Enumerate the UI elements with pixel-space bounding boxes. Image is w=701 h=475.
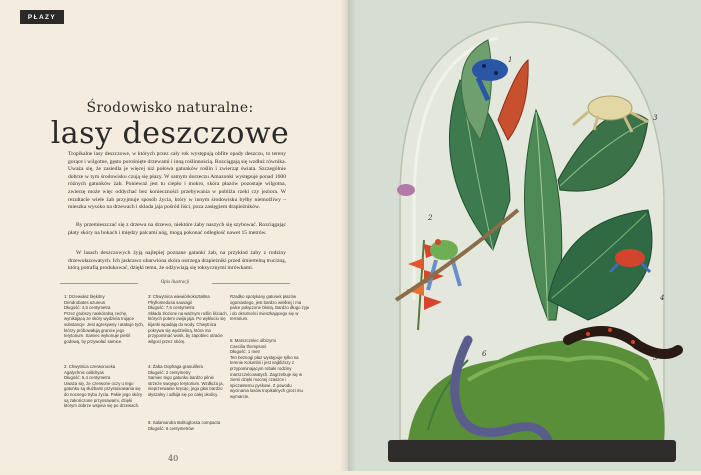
heading-title: lasy deszczowe [50, 116, 290, 151]
caption-7: 6: Marszczelec olbrzymi Caecilia thompsoni Długość: 1 metr Ten beznogi płaz występuje tylko na terenie Kolumbii i jest najbliższy z przypominającym robaki rodziny marszczelcowatych. Zagrzebuje się w ziemi dzięki mocnej czaszce i spiczastemu pyskowi. Z powodu wycinania lasów tropikalnych grozi mu wymarcie. [230, 338, 303, 399]
captions-title: Opis ilustracji [60, 280, 290, 285]
body-paragraph-3: W lasach deszczowych żyją najlepiej poznane gatunki żab, na przykład żaby z rodziny drzewołazowatych. Ich jaskrawo ubarwiona skóra ostrzega drapieżniki przed śmiertelną trucizną, którą potrafią produkować, dzięki temu, że odżywiają się toksycznymi mrówkami. [68, 250, 286, 272]
terrarium-illustration [348, 0, 701, 471]
caption-2: 2: Chwytnica czerwonooka Agalychnis callidryas Długość: 6,4 centymetra Uważa się, że czerwone oczy u tego gatunku są służbami przystosowania się do nocnego trybu życia. Pakie jego skóry są zakończone przyssawami, dzięki którym dobrze wspina się po drzewach. [64, 364, 143, 409]
caption-1: 1: Drzewołaz błękitny Dendrobates azureus Długość: 4,5 centymetra Przez grubszy naskóralną cechę, wynikającą ze skóry wydziela trujące substancje. Jest agresywny i atakuje tych, którzy próbowałują granice jego terytorium. Samiec wykonuje pieśń godową, by przywołać samice. [64, 294, 145, 344]
gutter-shadow [340, 0, 356, 471]
figure-number-3: 3 [653, 114, 658, 122]
caption-6: Rzadko spotykany gatunek płazów ogoniastego, jest bardzo wielkiej i ma palce połączone błoną. Bardzo długo żyje i do okrutności mieszkającego się w terrarium. [230, 294, 310, 322]
figure-number-2: 2 [428, 214, 433, 222]
caption-4: 4: Żaba Oophaga granulifera Długość: 2 centymetry Samiec tego gatunku bardzo pilnie strzeże swojego terytorium. Wzdłuża ja, nieprzerwanie kręcąc, jego głos bardzo słyszalny i odbija się po całej okolicy. [148, 364, 224, 397]
heading-subtitle: Środowisko naturalne: [86, 100, 254, 116]
figure-number-6: 6 [482, 350, 487, 358]
caption-5: 5: Salamandra Bolitoglossa compacta Długość: 6 centymetrów [148, 420, 221, 431]
purple-flower [397, 184, 415, 196]
right-page [348, 0, 701, 471]
figure-number-1: 1 [508, 56, 513, 64]
body-paragraph-1: Tropikalne lasy deszczowe, w których przez cały rok występują obfite opady deszczu, to tereny gorące i wilgotne, gęsto porośnięte drzewami i inną roślinnością. Rozciągają się wzdłuż równika. Uważa się, że zasiedla je więcej niż połowa gatunków roślin i zwierząt świata. Szczególnie dobrze w tym środowisku czują się płazy. W samym dorzeczu Amazonki występuje ponad 1000 różnych gatunków żab. Ponieważ jest tu ciepło i mokro, skóra płazów pozostaje wilgotna, zwierzę może więc oddychać bez konieczności przebywania w pobliżu rzeki czy jeziora. W rezultacie wiele żab przyjmuje sposób życia, który w innym środowisku byłby niemożliwy – mieszka wysoko na drzewach i składa jaja pośród liści, poza zasięgiem drapieżników. [68, 151, 286, 211]
figure-number-4: 4 [660, 294, 665, 302]
terrarium-base [388, 440, 676, 462]
page-number: 40 [168, 454, 179, 463]
left-page [0, 0, 348, 471]
body-paragraph-2: By przemieszczać się z drzewa na drzewo, niektóre żaby naszych się szybować. Rozciągając płaty skóry na bokach i między palcami nóg, mogą pokonać odległość nawet 15 metrów. [68, 222, 286, 236]
section-tag: PŁAZY [20, 10, 64, 24]
figure-number-5: 5 [653, 354, 658, 362]
caption-3: 3: Chwytnica wiewiórkokształtna Phyllomedusa sauvagii Długość: 7,6 centymetra Składa złożone na ważnym roślin liściach, których potem owija jaja. Po wykluciu się kijanki wpadają do wody. Chwytnica pokrywa się wydzieliną, która ma przypominać wosk, by zapobiec utracie wilgoci przez skórę. [148, 294, 229, 344]
